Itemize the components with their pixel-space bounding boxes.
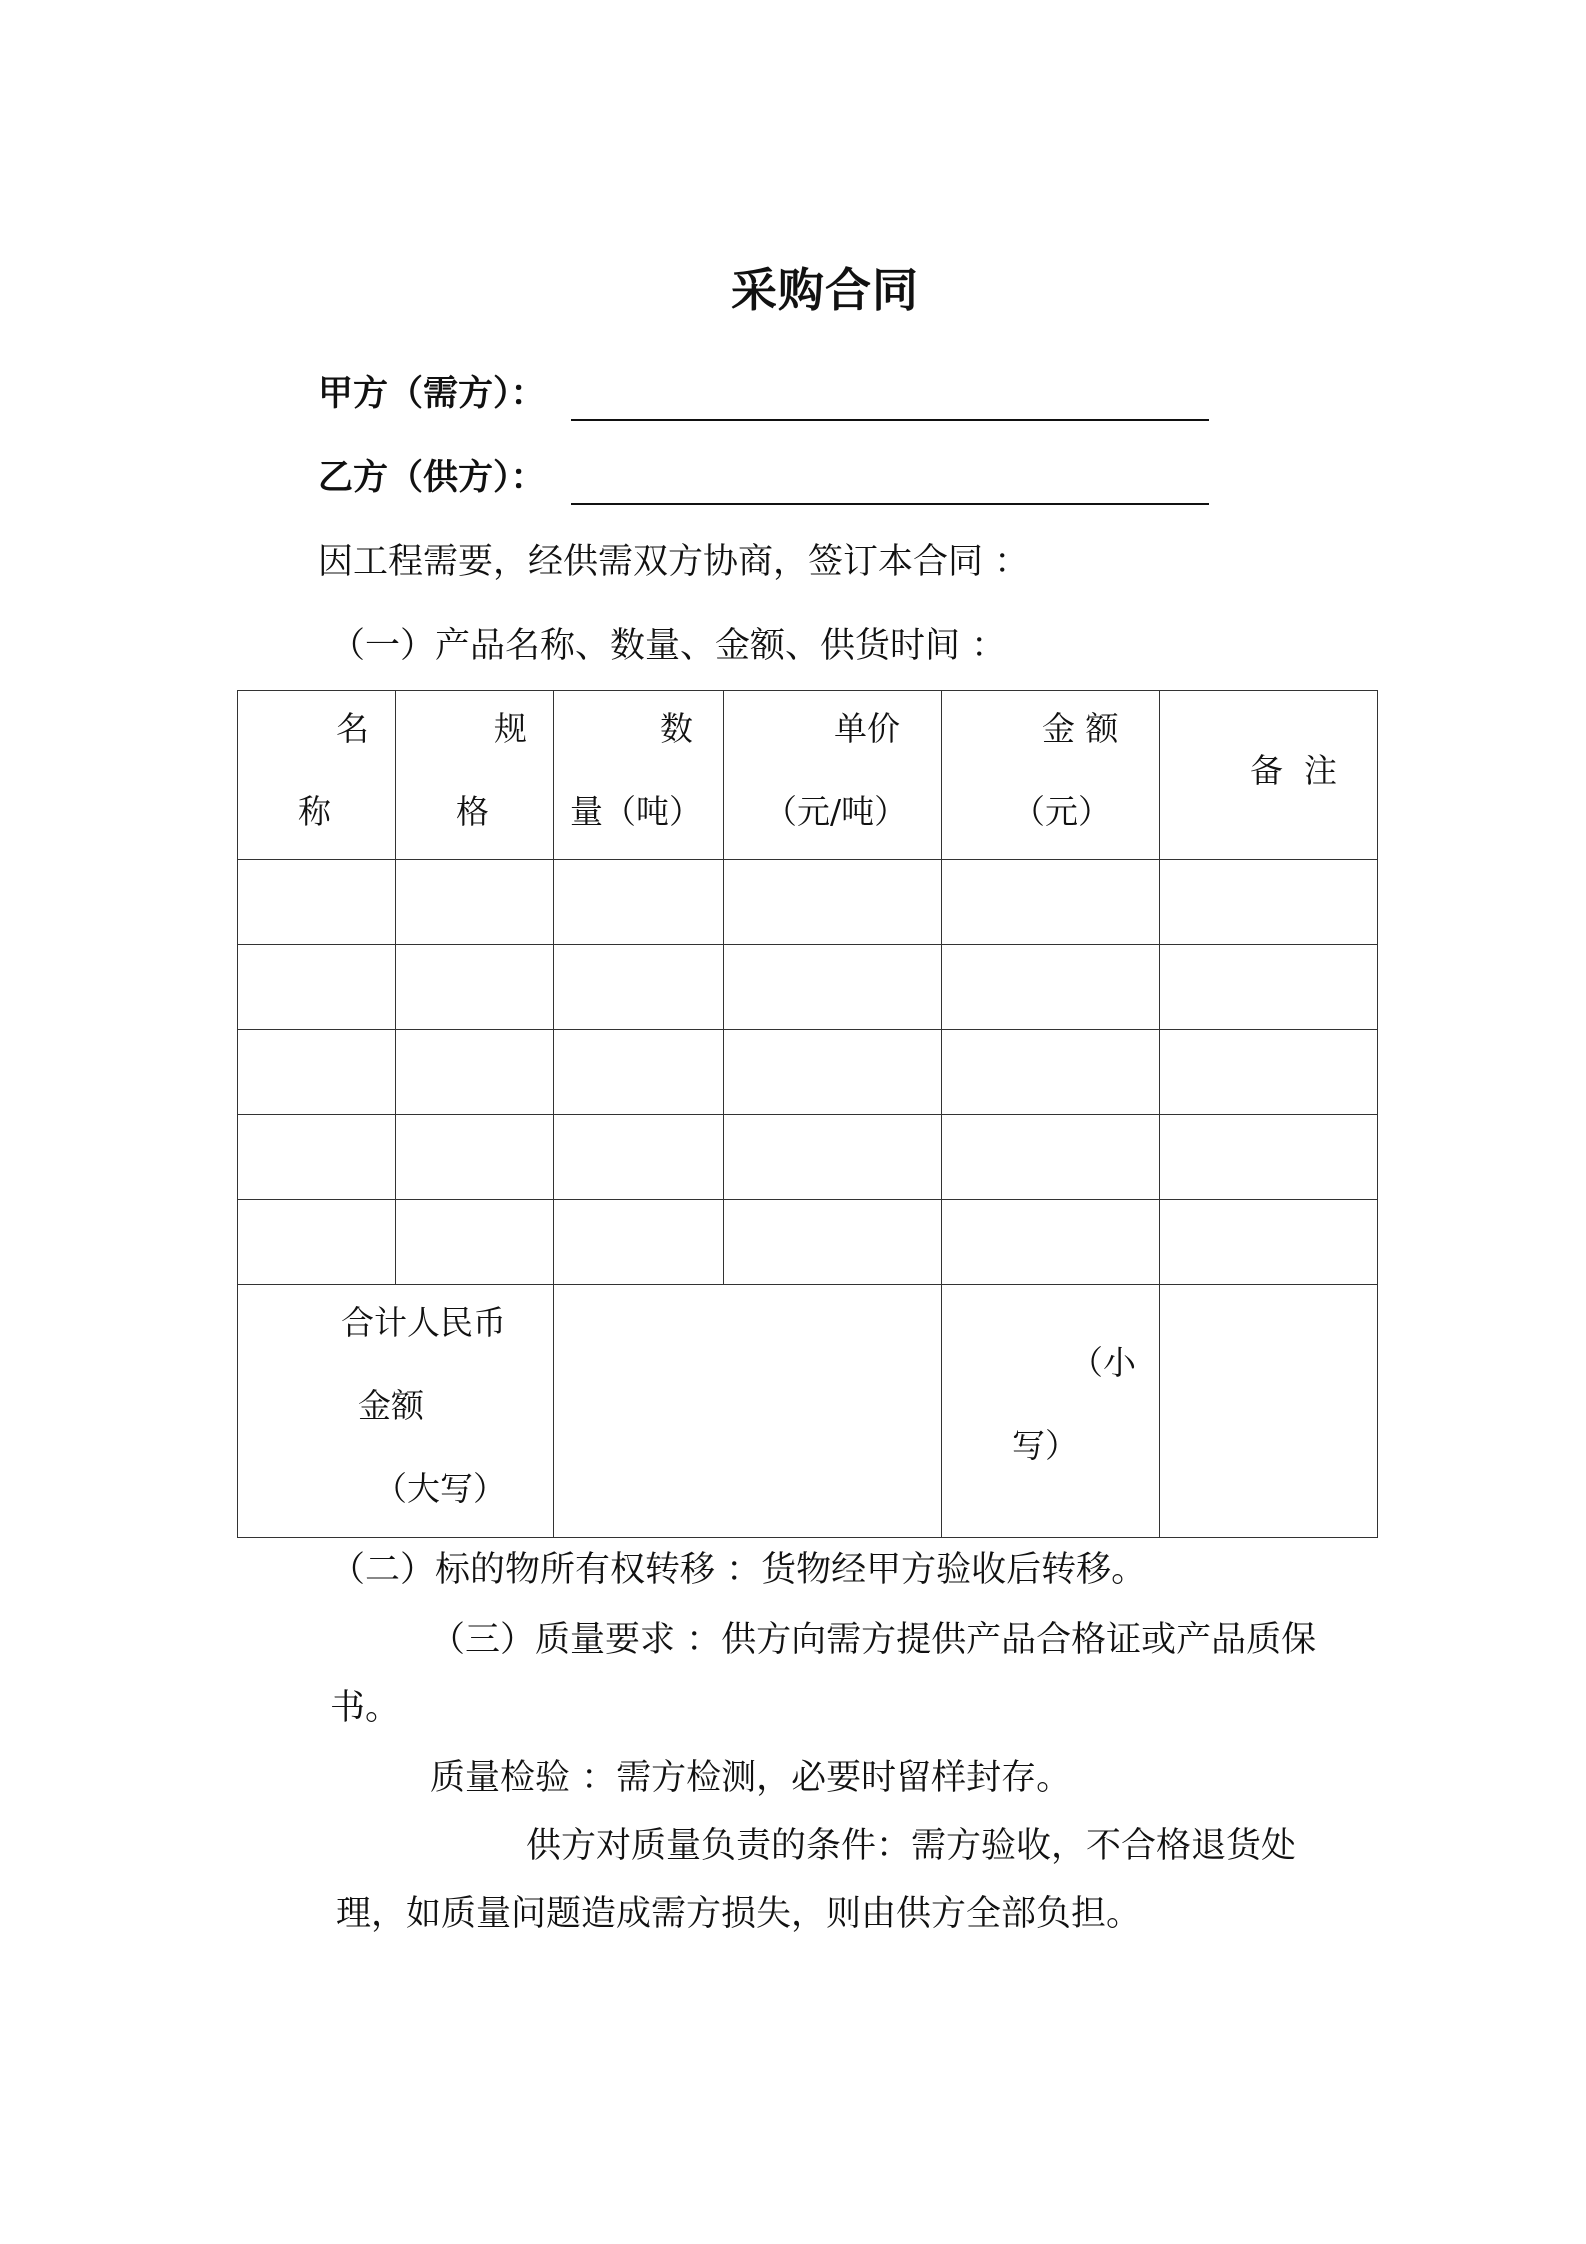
table-cell (942, 1030, 1160, 1115)
small-label-cell: （小 写） (942, 1285, 1160, 1538)
table-cell (396, 1030, 554, 1115)
section3-text-line2: 书。 (330, 1688, 401, 1728)
total-label-cell: 合计人民币 金额 （大写） (238, 1285, 554, 1538)
table-cell (238, 1200, 396, 1285)
party-b-blank-line (571, 503, 1209, 505)
table-cell (942, 1200, 1160, 1285)
inspection-text: 质量检验 ：需方检测，必要时留样封存。 (430, 1758, 1072, 1798)
header-unit-price: 单价 （元/吨） (724, 691, 942, 860)
table-cell (942, 945, 1160, 1030)
table-total-row (238, 1285, 1378, 1538)
table-cell (554, 860, 724, 945)
liability-text-line2: 理，如质量问题造成需方损失，则由供方全部负担。 (336, 1894, 1142, 1934)
table-cell (1160, 945, 1378, 1030)
table-cell (238, 860, 396, 945)
table-cell (724, 860, 942, 945)
party-b-label: 乙方（供方）： (318, 458, 546, 498)
header-name: 名 称 (238, 691, 396, 860)
table-row (238, 1115, 1378, 1200)
table-cell (554, 1200, 724, 1285)
table-cell (554, 945, 724, 1030)
table-cell (238, 1030, 396, 1115)
intro-text: 因工程需要，经供需双方协商，签订本合同 ： (318, 542, 1030, 582)
section3-text-line1: （三）质量要求 ：供方向需方提供产品合格证或产品质保 (430, 1620, 1317, 1660)
party-a-blank-line (571, 419, 1209, 421)
party-a-label: 甲方（需方）： (318, 374, 546, 414)
table-cell (396, 1115, 554, 1200)
header-spec: 规 格 (396, 691, 554, 860)
header-amount: 金 额 （元） (942, 691, 1160, 860)
table-cell (238, 1115, 396, 1200)
table-cell (724, 1200, 942, 1285)
header-qty: 数 量（吨） (554, 691, 724, 860)
header-remark: 备 注 (1160, 691, 1378, 860)
table-header-row (238, 691, 1378, 860)
table-cell (1160, 1115, 1378, 1200)
table-cell (396, 860, 554, 945)
table-cell (1160, 860, 1378, 945)
table-row (238, 1200, 1378, 1285)
table-cell (554, 1115, 724, 1200)
table-cell (396, 945, 554, 1030)
table-row (238, 1030, 1378, 1115)
table-cell (396, 1200, 554, 1285)
table-cell (724, 945, 942, 1030)
total-lowercase-cell (1160, 1285, 1378, 1538)
section2-text: （二）标的物所有权转移 ：货物经甲方验收后转移。 (330, 1550, 1147, 1590)
liability-text-line1: 供方对质量负责的条件：需方验收，不合格退货处 (526, 1826, 1297, 1866)
table-cell (554, 1030, 724, 1115)
section1-heading: （一）产品名称、数量、金额、供货时间 ： (330, 626, 1007, 666)
page-title: 采购合同 (731, 263, 919, 317)
table-cell (724, 1030, 942, 1115)
table-cell (238, 945, 396, 1030)
goods-table (237, 690, 1378, 1538)
table-cell (724, 1115, 942, 1200)
table-cell (1160, 1030, 1378, 1115)
table-cell (942, 860, 1160, 945)
table-row (238, 945, 1378, 1030)
table-cell (942, 1115, 1160, 1200)
total-uppercase-cell (554, 1285, 942, 1538)
table-cell (1160, 1200, 1378, 1285)
table-row (238, 860, 1378, 945)
